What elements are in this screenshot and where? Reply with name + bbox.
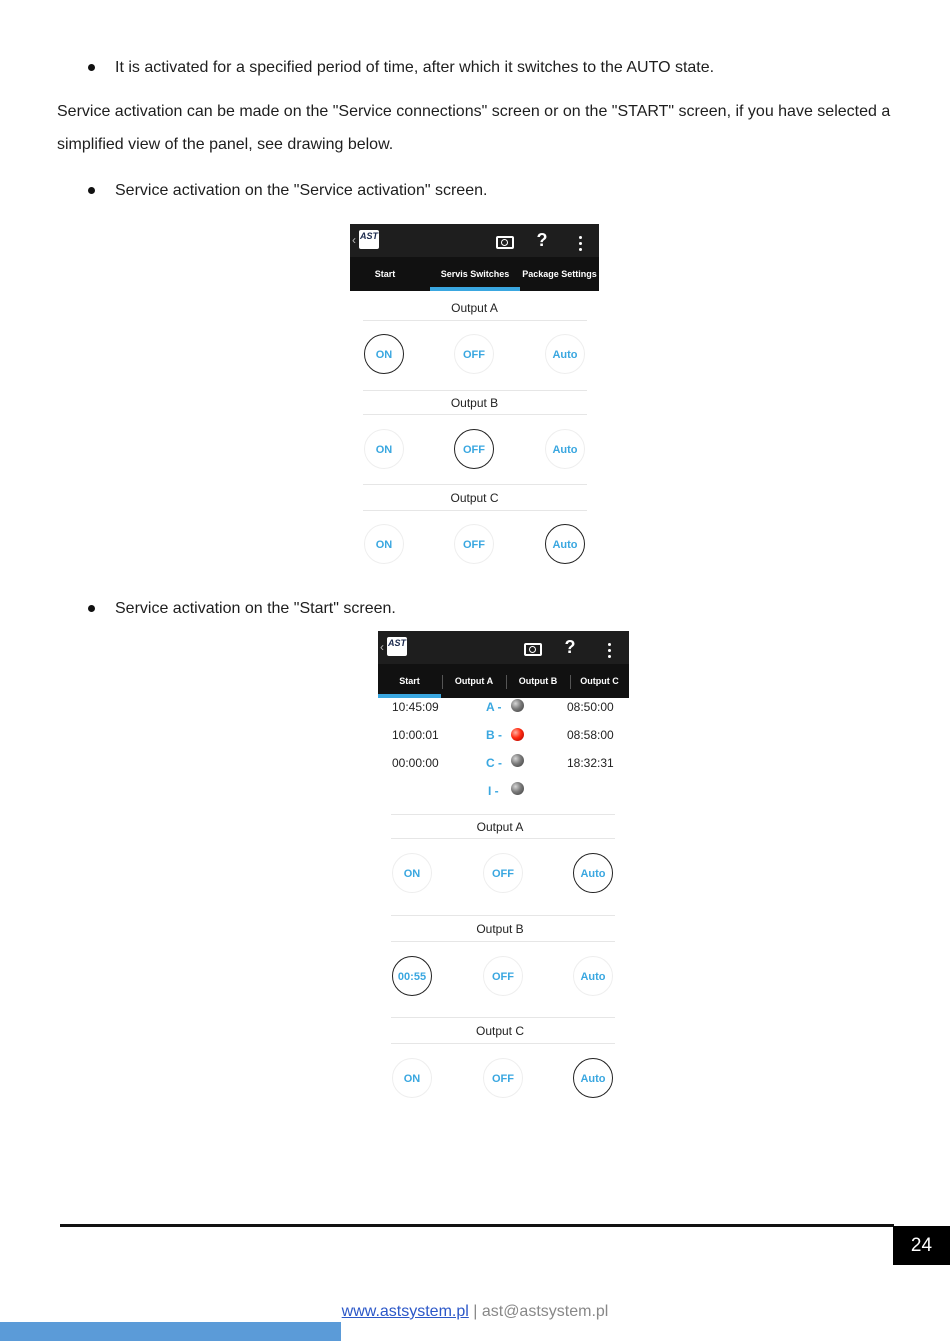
output-c-auto-button[interactable]: Auto bbox=[545, 524, 585, 564]
page-number: 24 bbox=[893, 1226, 950, 1265]
indicator-i-led bbox=[511, 782, 524, 795]
tab-start[interactable]: Start bbox=[374, 269, 396, 279]
divider bbox=[391, 838, 615, 839]
paragraph-line-2: simplified view of the panel, see drawing below. bbox=[57, 136, 394, 153]
bullet-marker bbox=[88, 64, 95, 71]
overflow-menu-icon[interactable] bbox=[579, 233, 583, 254]
footer-rule bbox=[60, 1224, 894, 1227]
help-icon[interactable]: ? bbox=[564, 637, 576, 657]
output-c-on-button[interactable]: ON bbox=[392, 1058, 432, 1098]
time-right-3: 18:32:31 bbox=[567, 756, 614, 770]
output-b-label: Output B bbox=[450, 396, 499, 410]
time-left-3: 00:00:00 bbox=[392, 756, 439, 770]
divider bbox=[391, 915, 615, 916]
tab-bar bbox=[378, 664, 629, 698]
output-a-on-button[interactable]: ON bbox=[364, 334, 404, 374]
output-b-off-button[interactable]: OFF bbox=[454, 429, 494, 469]
divider bbox=[363, 414, 587, 415]
footer-separator: | bbox=[468, 1303, 482, 1320]
output-a-label: Output A bbox=[451, 301, 498, 315]
output-c-label: Output C bbox=[475, 1024, 525, 1038]
back-arrow-icon[interactable]: ‹ bbox=[352, 233, 356, 247]
ast-logo: AST bbox=[387, 637, 407, 656]
bullet-marker bbox=[88, 605, 95, 612]
divider bbox=[363, 484, 587, 485]
time-left-2: 10:00:01 bbox=[392, 728, 439, 742]
camera-icon[interactable] bbox=[496, 236, 514, 249]
active-tab-indicator bbox=[430, 287, 520, 291]
output-c-on-button[interactable]: ON bbox=[364, 524, 404, 564]
output-a-auto-button[interactable]: Auto bbox=[573, 853, 613, 893]
tab-servis-switches[interactable]: Servis Switches bbox=[440, 269, 510, 279]
bullet-text-start-screen: Service activation on the "Start" screen. bbox=[115, 600, 396, 617]
paragraph-line-1: Service activation can be made on the "Service connections" screen or on the "START" screen, if you have selected a bbox=[57, 103, 891, 120]
bullet-text-service-screen: Service activation on the "Service activation" screen. bbox=[115, 182, 488, 199]
time-right-1: 08:50:00 bbox=[567, 700, 614, 714]
help-icon[interactable]: ? bbox=[536, 230, 548, 250]
output-b-auto-button[interactable]: Auto bbox=[573, 956, 613, 996]
output-c-off-button[interactable]: OFF bbox=[454, 524, 494, 564]
app-toolbar bbox=[350, 224, 599, 257]
divider bbox=[391, 941, 615, 942]
divider bbox=[363, 510, 587, 511]
output-c-label: Output C bbox=[450, 491, 499, 505]
bullet-text-auto-state: It is activated for a specified period of time, after which it switches to the AUTO state. bbox=[115, 59, 715, 76]
time-left-1: 10:45:09 bbox=[392, 700, 439, 714]
output-a-off-button[interactable]: OFF bbox=[454, 334, 494, 374]
ast-logo: AST bbox=[359, 230, 379, 249]
indicator-c-label: C - bbox=[486, 756, 502, 770]
active-tab-indicator bbox=[378, 694, 441, 698]
output-a-label: Output A bbox=[476, 820, 524, 834]
output-c-off-button[interactable]: OFF bbox=[483, 1058, 523, 1098]
indicator-i-label: I - bbox=[488, 784, 499, 798]
output-b-auto-button[interactable]: Auto bbox=[545, 429, 585, 469]
indicator-b-label: B - bbox=[486, 728, 502, 742]
output-a-on-button[interactable]: ON bbox=[392, 853, 432, 893]
footer-email: ast@astsystem.pl bbox=[481, 1303, 609, 1320]
service-switches-screenshot bbox=[350, 224, 599, 570]
app-toolbar bbox=[378, 631, 629, 664]
time-right-2: 08:58:00 bbox=[567, 728, 614, 742]
divider bbox=[363, 390, 587, 391]
output-a-off-button[interactable]: OFF bbox=[483, 853, 523, 893]
divider bbox=[391, 1043, 615, 1044]
output-b-off-button[interactable]: OFF bbox=[483, 956, 523, 996]
output-b-timer-button[interactable]: 00:55 bbox=[392, 956, 432, 996]
output-a-auto-button[interactable]: Auto bbox=[545, 334, 585, 374]
output-b-label: Output B bbox=[476, 922, 524, 936]
tab-start[interactable]: Start bbox=[399, 676, 420, 686]
tab-bar bbox=[350, 257, 599, 291]
footer-accent-bar bbox=[0, 1322, 341, 1341]
overflow-menu-icon[interactable] bbox=[608, 640, 612, 661]
divider bbox=[391, 814, 615, 815]
indicator-a-led bbox=[511, 699, 524, 712]
start-screen-screenshot bbox=[378, 631, 629, 1085]
bullet-marker bbox=[88, 187, 95, 194]
divider bbox=[391, 1017, 615, 1018]
footer-contact bbox=[0, 1303, 950, 1321]
tab-output-b[interactable]: Output B bbox=[518, 676, 558, 686]
website-link[interactable]: www.astsystem.pl bbox=[341, 1303, 469, 1320]
indicator-a-label: A - bbox=[486, 700, 502, 714]
camera-icon[interactable] bbox=[524, 643, 542, 656]
back-arrow-icon[interactable]: ‹ bbox=[380, 640, 384, 654]
tab-output-a[interactable]: Output A bbox=[454, 676, 494, 686]
divider bbox=[363, 320, 587, 321]
tab-package-settings[interactable]: Package Settings bbox=[522, 269, 597, 279]
indicator-b-led bbox=[511, 728, 524, 741]
tab-output-c[interactable]: Output C bbox=[580, 676, 619, 686]
indicator-c-led bbox=[511, 754, 524, 767]
output-c-auto-button[interactable]: Auto bbox=[573, 1058, 613, 1098]
output-b-on-button[interactable]: ON bbox=[364, 429, 404, 469]
